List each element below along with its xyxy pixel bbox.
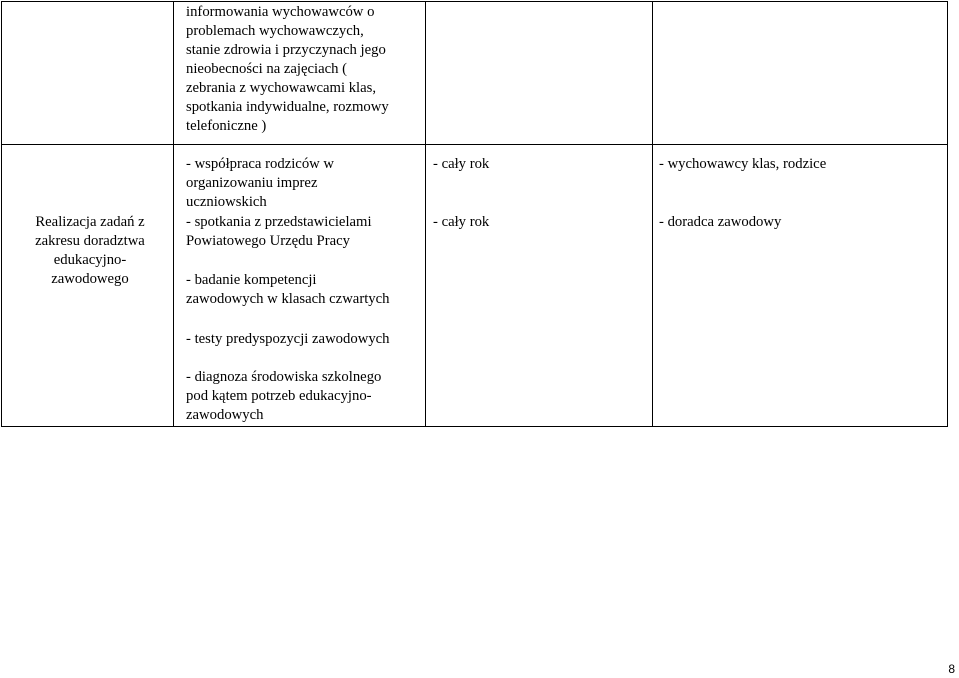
table-border-left xyxy=(1,1,2,427)
row1-line: spotkania indywidualne, rozmowy xyxy=(186,99,389,115)
row1-activities-cell xyxy=(186,3,422,136)
row1-line: telefoniczne ) xyxy=(186,118,267,134)
table-col-divider-2 xyxy=(425,1,426,427)
activity-line: pod kątem potrzeb edukacyjno- xyxy=(186,388,372,404)
activity-line: zawodowych xyxy=(186,407,264,423)
page-number: 8 xyxy=(948,662,955,676)
responsible-cell: - wychowawcy klas, rodzice xyxy=(659,156,827,172)
task-line: edukacyjno- xyxy=(53,252,127,268)
activity-item xyxy=(186,330,422,349)
row1-line: problemach wychowawczych, xyxy=(186,23,364,39)
task-line: zawodowego xyxy=(51,271,129,287)
table-border-right xyxy=(947,1,948,427)
term-cell: - cały rok xyxy=(433,214,490,230)
activity-item xyxy=(186,271,422,309)
table-border-bottom xyxy=(1,426,948,427)
activity-item xyxy=(186,368,422,425)
term-cell: - cały rok xyxy=(433,156,490,172)
table-col-divider-3 xyxy=(652,1,653,427)
table-row-divider xyxy=(1,144,948,145)
responsible-cell: - doradca zawodowy xyxy=(659,214,782,230)
activity-line: - współpraca rodziców w xyxy=(186,156,335,172)
activity-line: zawodowych w klasach czwartych xyxy=(186,291,390,307)
row1-line: nieobecności na zajęciach ( xyxy=(186,61,348,77)
activity-line: Powiatowego Urzędu Pracy xyxy=(186,233,350,249)
activity-line: - diagnoza środowiska szkolnego xyxy=(186,369,382,385)
activity-line: - spotkania z przedstawicielami xyxy=(186,214,372,230)
table-border-top xyxy=(1,1,948,2)
row1-line: zebrania z wychowawcami klas, xyxy=(186,80,377,96)
activity-line: organizowaniu imprez xyxy=(186,175,318,191)
activity-item xyxy=(186,213,422,251)
activity-line: - badanie kompetencji xyxy=(186,272,317,288)
activity-item xyxy=(186,155,422,212)
table-col-divider-1 xyxy=(173,1,174,427)
task-line: Realizacja zadań z xyxy=(35,214,145,230)
activity-line: - testy predyspozycji zawodowych xyxy=(186,331,390,347)
task-name-cell xyxy=(10,213,170,289)
row1-line: informowania wychowawców o xyxy=(186,4,375,20)
activity-line: uczniowskich xyxy=(186,194,267,210)
row1-line: stanie zdrowia i przyczynach jego xyxy=(186,42,386,58)
task-line: zakresu doradztwa xyxy=(35,233,145,249)
